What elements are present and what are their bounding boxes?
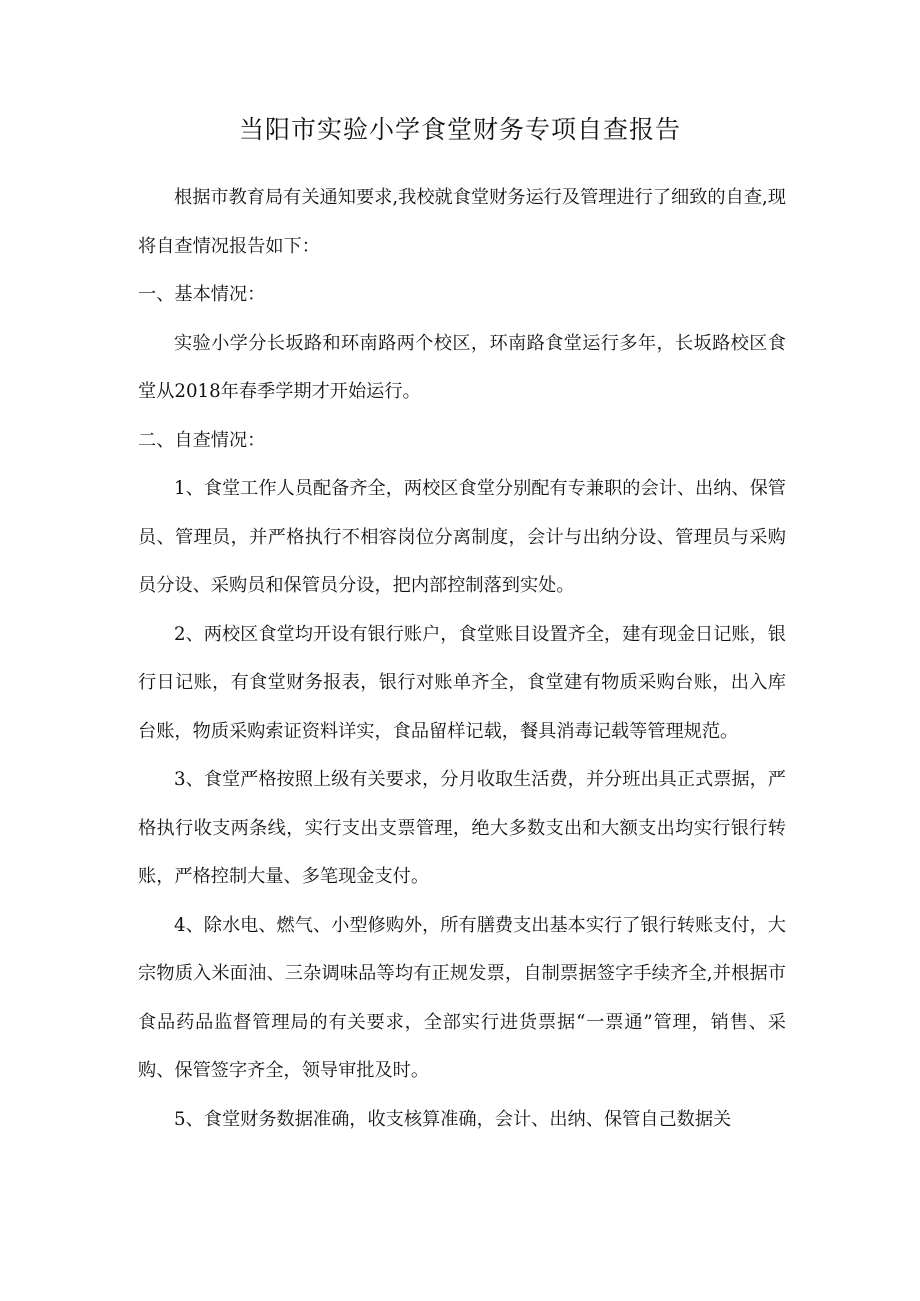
document-title: 当阳市实验小学食堂财务专项自查报告	[238, 115, 681, 144]
selfcheck-item-4: 4、除水电、燃气、小型修购外，所有膳费支出基本实行了银行转账支付，大宗物质入米面油、三杂调味品等均有正规发票，自制票据签字手续齐全,并根据市食品药品监督管理局的有关要求，全部实行进货票据“一票通”管理，销售、采购、保管签字齐全，领导审批及时。	[138, 914, 786, 1081]
selfcheck-item-2: 2、两校区食堂均开设有银行账户，食堂账目设置齐全，建有现金日记账，银行日记账，有食堂财务报表，银行对账单齐全，食堂建有物质采购台账，出入库台账，物质采购索证资料详实，食品留样记载，餐具消毒记载等管理规范。	[138, 623, 786, 742]
selfcheck-item-3: 3、食堂严格按照上级有关要求，分月收取生活费，并分班出具正式票据，严格执行收支两条线，实行支出支票管理，绝大多数支出和大额支出均实行银行转账，严格控制大量、多笔现金支付。	[138, 769, 786, 887]
section-heading-selfcheck: 二、自查情况：	[138, 429, 266, 451]
basic-info-paragraph: 实验小学分长坂路和环南路两个校区，环南路食堂运行多年，长坂路校区食堂从2018年春季学期才开始运行。	[138, 332, 786, 402]
intro-paragraph: 根据市教育局有关通知要求,我校就食堂财务运行及管理进行了细致的自查,现将自查情况报告如下：	[138, 187, 786, 257]
selfcheck-item-1: 1、食堂工作人员配备齐全，两校区食堂分别配有专兼职的会计、出纳、保管员、管理员，并严格执行不相容岗位分离制度，会计与出纳分设、管理员与采购员分设、采购员和保管员分设，把内部控制落到实处。	[138, 478, 786, 596]
document-body	[138, 174, 786, 1144]
selfcheck-item-5: 5、食堂财务数据准确，收支核算准确，会计、出纳、保管自己数据关	[174, 1108, 732, 1130]
section-heading-basic: 一、基本情况：	[138, 284, 266, 305]
